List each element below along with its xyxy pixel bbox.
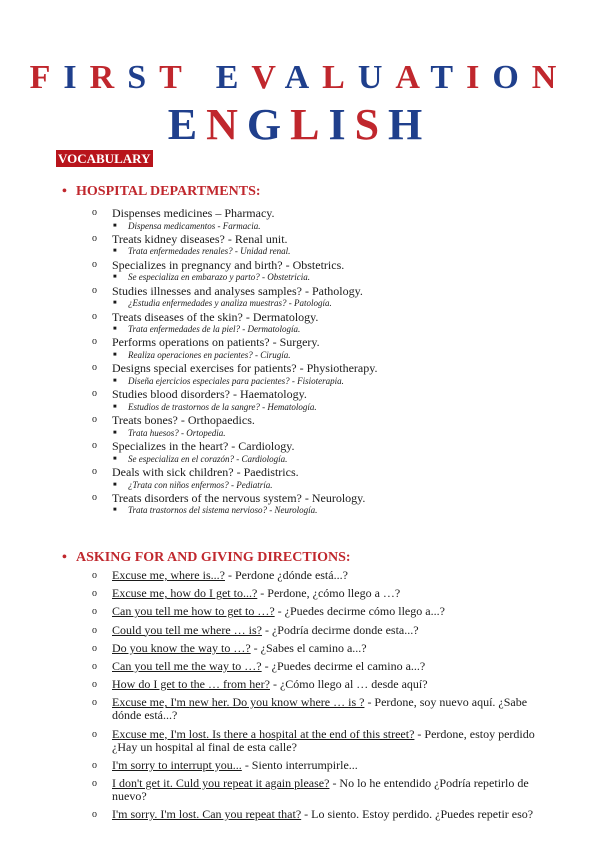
phrase-english-text: Do you know the way to …? [112,640,251,655]
list-item [92,439,552,454]
bullet-icon: • [62,550,67,565]
circle-bullet-icon: o [92,258,97,270]
circle-bullet-icon: o [92,232,97,244]
phrase-spanish-text: - Lo siento. Estoy perdido. ¿Puedes repetir eso? [301,807,534,822]
list-item [92,464,552,479]
phrase-english-text: I don't get it. Culd you repeat it again please? [112,775,330,790]
item-translation [113,349,552,362]
phrase-english-text: How do I get to the … from her? [112,677,270,692]
phrase-spanish-text: - No lo he entendido ¿Podría repetirlo de nuevo? [112,775,529,803]
item-spanish-text: ¿Trata con niños enfermos? - Pediatría. [128,479,273,490]
title-letter: I [63,59,90,96]
bullet-icon: • [62,184,67,199]
list-item [92,361,552,376]
item-english-text: Designs special exercises for patients? - Physiotherapy. [112,361,378,376]
phrase-english-text: I'm sorry to interrupt you... [112,757,242,772]
title-letter: R [89,59,128,96]
square-bullet-icon: ■ [113,248,117,255]
list-item [92,640,544,655]
item-translation [113,271,552,284]
circle-bullet-icon: o [92,440,97,452]
square-bullet-icon: ■ [113,352,117,359]
item-english-text: Specializes in pregnancy and birth? - Obstetrics. [112,257,345,272]
phrase-spanish-text: - Perdone, soy nuevo aquí. ¿Sabe dónde está...? [112,695,528,723]
title-letter: U [357,59,396,96]
title-letter: T [159,59,195,96]
circle-bullet-icon: o [92,624,97,636]
phrase-english-text: I'm sorry. I'm lost. Can you repeat that? [112,807,302,822]
square-bullet-icon: ■ [113,377,117,384]
item-spanish-text: ¿Estudia enfermedades y analiza muestras? - Patología. [128,298,332,309]
circle-bullet-icon: o [92,570,97,581]
title-letter: E [215,59,252,96]
list-item [92,622,544,637]
phrase-english-text: Can you tell me how to get to …? [112,604,275,619]
square-bullet-icon: ■ [113,222,117,229]
phrase-spanish-text: - ¿Sabes el camino a...? [250,640,367,655]
item-translation [113,297,552,310]
item-translation [113,323,552,336]
phrase-spanish-text: - ¿Puedes decirme cómo llego a...? [274,604,445,619]
square-bullet-icon: ■ [113,429,117,436]
title-letter: G [246,100,291,149]
circle-bullet-icon: o [92,588,97,600]
item-translation [113,479,552,492]
item-english-text: Studies blood disorders? - Haematology. [112,387,307,402]
item-spanish-text: Diseña ejercicios especiales para pacientes? - Fisioterapia. [128,375,344,386]
item-english-text: Dispenses medicines – Pharmacy. [112,206,275,220]
circle-bullet-icon: o [92,284,97,296]
list-item [92,257,552,272]
hospital-departments-list [92,206,552,518]
list-item [92,231,552,246]
phrase-english-text: Excuse me, I'm lost. Is there a hospital at the end of this street? [112,726,415,741]
square-bullet-icon: ■ [113,326,117,333]
phrase-english-text: Can you tell me the way to …? [112,658,262,673]
directions-list [92,568,544,826]
phrase-english-text: Excuse me, where is...? [112,568,225,582]
square-bullet-icon: ■ [113,455,117,462]
title-letter: L [322,59,358,96]
list-item [92,568,544,582]
circle-bullet-icon: o [92,777,97,789]
title-letter: E [167,100,207,149]
list-item [92,490,552,505]
item-spanish-text: Estudios de trastornos de la sangre? - Hematología. [128,401,317,412]
circle-bullet-icon: o [92,642,97,654]
phrase-english-text: Could you tell me where … is? [112,622,262,637]
item-spanish-text: Dispensa medicamentos - Farmacia. [128,220,261,231]
phrase-spanish-text: - Perdone ¿dónde está...? [224,568,348,582]
title-letter: A [284,59,323,96]
list-item [92,335,552,350]
title-letter: N [531,59,570,96]
circle-bullet-icon: o [92,491,97,503]
item-translation [113,375,552,388]
item-spanish-text: Realiza operaciones en pacientes? - Cirugía. [128,350,291,361]
item-english-text: Studies illnesses and analyses samples? - Pathology. [112,283,363,298]
list-item [92,658,544,673]
title-letter: L [290,100,329,149]
title-letter: O [492,59,532,96]
circle-bullet-icon: o [92,414,97,426]
list-item [92,309,552,324]
item-english-text: Specializes in the heart? - Cardiology. [112,439,295,454]
square-bullet-icon: ■ [113,507,117,514]
item-english-text: Treats diseases of the skin? - Dermatology. [112,309,319,324]
section-heading-text: HOSPITAL DEPARTMENTS: [76,184,261,199]
list-item [92,387,552,402]
list-item [92,775,544,803]
title-letter: S [127,59,160,96]
circle-bullet-icon: o [92,728,97,740]
title-letter: F [29,59,64,96]
title-letter: T [430,59,467,96]
circle-bullet-icon: o [92,759,97,771]
item-spanish-text: Trata huesos? - Ortopedia. [128,427,226,438]
list-item [92,206,552,220]
section-heading-directions [62,550,351,566]
circle-bullet-icon: o [92,310,97,322]
circle-bullet-icon: o [92,606,97,618]
phrase-spanish-text: - Perdone, estoy perdido ¿Hay un hospital al final de esta calle? [112,726,535,754]
section-heading-text: ASKING FOR AND GIVING DIRECTIONS: [76,550,351,565]
title-letter: I [466,59,493,96]
item-english-text: Treats kidney diseases? - Renal unit. [112,231,288,246]
item-spanish-text: Se especializa en el corazón? - Cardiología. [128,453,288,464]
title-letter: V [251,59,285,96]
item-english-text: Performs operations on patients? - Surgery. [112,335,320,350]
item-translation [113,427,552,440]
list-item [92,807,544,822]
circle-bullet-icon: o [92,697,97,709]
phrase-spanish-text: - ¿Podría decirme donde esta...? [261,622,419,637]
phrase-english-text: Excuse me, I'm new her. Do you know where … is ? [112,695,365,710]
phrase-spanish-text: - ¿Puedes decirme el camino a...? [261,658,426,673]
item-english-text: Deals with sick children? - Paedistrics. [112,464,299,479]
list-item [92,283,552,298]
item-translation [113,401,552,414]
item-translation [113,220,552,233]
list-item [92,677,544,692]
item-english-text: Treats bones? - Orthopaedics. [112,413,255,428]
item-spanish-text: Se especializa en embarazo y parto? - Obstetricia. [128,272,310,283]
item-translation [113,504,552,517]
title-letter: H [388,100,432,149]
circle-bullet-icon: o [92,388,97,400]
item-translation [113,453,552,466]
title-letter: S [354,100,389,149]
square-bullet-icon: ■ [113,403,117,410]
list-item [92,604,544,619]
circle-bullet-icon: o [92,465,97,477]
item-spanish-text: Trata enfermedades renales? - Unidad renal. [128,246,291,257]
list-item [92,413,552,428]
item-english-text: Treats disorders of the nervous system? - Neurology. [112,490,366,505]
title-letter [194,59,216,96]
title-letter: N [206,100,247,149]
circle-bullet-icon: o [92,207,97,218]
list-item [92,726,544,754]
title-letter: I [328,100,355,149]
square-bullet-icon: ■ [113,300,117,307]
circle-bullet-icon: o [92,336,97,348]
phrase-spanish-text: - Siento interrumpirle... [241,757,358,772]
phrase-spanish-text: - ¿Cómo llego al … desde aquí? [269,677,428,692]
phrase-english-text: Excuse me, how do I get to...? [112,586,258,601]
title-letter: A [395,59,431,96]
phrase-spanish-text: - Perdone, ¿cómo llego a …? [257,586,401,601]
list-item [92,586,544,601]
square-bullet-icon: ■ [113,481,117,488]
circle-bullet-icon: o [92,362,97,374]
page-title-line1 [0,58,599,98]
section-heading-hospital-departments [62,184,261,200]
item-spanish-text: Trata enfermedades de la piel? - Dermatología. [128,324,301,335]
list-item [92,695,544,723]
list-item [92,757,544,772]
circle-bullet-icon: o [92,679,97,691]
square-bullet-icon: ■ [113,274,117,281]
item-spanish-text: Trata trastornos del sistema nervioso? - Neurología. [128,505,318,516]
circle-bullet-icon: o [92,809,97,821]
item-translation [113,245,552,258]
vocabulary-label: VOCABULARY [56,150,153,167]
circle-bullet-icon: o [92,660,97,672]
page-title-line2 [0,100,599,150]
